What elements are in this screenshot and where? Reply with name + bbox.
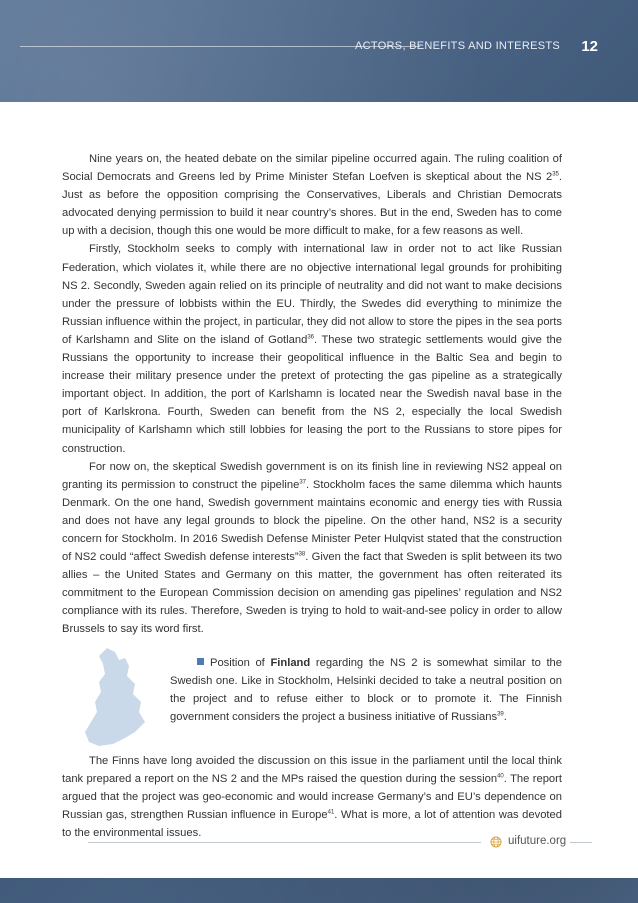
text-run: . What is more, a lot of attention was devoted to the environmental issues. bbox=[62, 808, 562, 839]
footer-rule-left bbox=[88, 842, 481, 843]
paragraph-finland-parliament bbox=[62, 752, 562, 842]
text-run: . Stockholm faces the same dilemma which haunts Denmark. On the one hand, Swedish government maintains economic and energy ties with Russia and does not have any legal grounds to block the pipeline. On the other hand, NS2 is a security concern for Stockholm. In 2016 Swedish Defense Minister Peter Hulqvist stated that the construction of NS2 could “affect Swedish defense interests” bbox=[62, 478, 562, 564]
text-run: The Finns have long avoided the discussion on this issue in the parliament until the local think tank prepared a report on the NS 2 and the MPs raised the question during the session bbox=[62, 754, 562, 785]
bullet-icon bbox=[197, 658, 204, 665]
page-number: 12 bbox=[581, 38, 598, 55]
text-run: regarding the NS 2 is somewhat similar to the Swedish one. Like in Stockholm, Helsinki decided to take a neutral position on the project and to refuse either to block or to promote it. The Finnish government considers the project a business initiative of Russians bbox=[170, 656, 562, 723]
paragraph-sweden-reasons bbox=[62, 240, 562, 457]
footnote-ref: 36 bbox=[307, 334, 314, 341]
article-body bbox=[62, 150, 562, 842]
footnote-ref: 35 bbox=[552, 171, 559, 178]
paragraph-sweden-government bbox=[62, 458, 562, 639]
footnote-ref: 38 bbox=[298, 551, 306, 558]
footnote-ref: 39 bbox=[497, 711, 504, 718]
text-run: . These two strategic settlements would give the Russians the opportunity to increase their geopolitical influence in the Baltic Sea and begin to increase their military presence under the pretext of protecting the gas pipeline as a strategically important object. In addition, the port of Karlshamn is located near the Swedish naval base in the port of Karlskrona. Fourth, Sweden can benefit from the NS 2, especially the local Swedish municipality of Karlshamn which still lobbies for leasing the port to the Russians to store pipes for construction. bbox=[62, 333, 562, 455]
page-sheet bbox=[0, 102, 638, 878]
country-name: Finland bbox=[270, 656, 311, 669]
text-run: . bbox=[503, 710, 507, 723]
text-run: Firstly, Stockholm seeks to comply with international law in order not to act like Russian Federation, which violates it, while there are no objective international legal grounds for prohibiting NS 2. Secondly, Sweden again relied on its principle of neutrality and did not want to make decisions under the pressure of lobbists within the EU. Thirdly, the Swedes did everything to minimize the Russian influence within the project, in particular, they did not allow to store the pipes in the sea ports of Karlshamn and Slite on the island of Gotland bbox=[62, 243, 562, 346]
footnote-ref: 37 bbox=[299, 478, 306, 485]
globe-icon bbox=[490, 836, 502, 848]
paragraph-finland-position bbox=[170, 654, 562, 726]
text-run: For now on, the skeptical Swedish government is on its finish line in reviewing NS2 appeal on granting its permission to construct the pipeline bbox=[62, 460, 562, 491]
text-run: . Just as before the opposition comprising the Conservatives, Liberals and Christian Democrats advocated denying permission to build it near country’s shores. But in the end, Sweden has to come up with a decision, though this one would be more difficult to make, for a few reasons as well. bbox=[62, 171, 562, 238]
paragraph-sweden-debate bbox=[62, 150, 562, 240]
finland-section bbox=[62, 648, 562, 752]
website-link[interactable]: uifuture.org bbox=[508, 835, 567, 847]
text-run: Position of bbox=[210, 656, 271, 669]
footnote-ref: 41 bbox=[327, 809, 335, 816]
text-run: Nine years on, the heated debate on the similar pipeline occurred again. The ruling coalition of Social Democrats and Greens led by Prime Minister Stefan Loefven is skeptical about the NS 2 bbox=[62, 153, 562, 184]
finland-map-icon bbox=[69, 646, 159, 750]
section-title: ACTORS, BENEFITS AND INTERESTS bbox=[355, 40, 560, 52]
footnote-ref: 40 bbox=[497, 772, 504, 779]
footer-rule-right bbox=[570, 842, 592, 843]
text-run: . The report argued that the project was geo-economic and would increase Germany’s and EU’s dependence on Russian gas, strengthen Russian influence in Europe bbox=[62, 772, 562, 821]
text-run: . Given the fact that Sweden is split between its two allies – the United States and Germany on this matter, the government has often reiterated its commitment to the European Commission decision on amending gas pipelines’ regulation and NS2 compliance with its rules. Therefore, Sweden is trying to hold to wait-and-see policy in order to allow Brussels to say its word first. bbox=[62, 551, 562, 636]
